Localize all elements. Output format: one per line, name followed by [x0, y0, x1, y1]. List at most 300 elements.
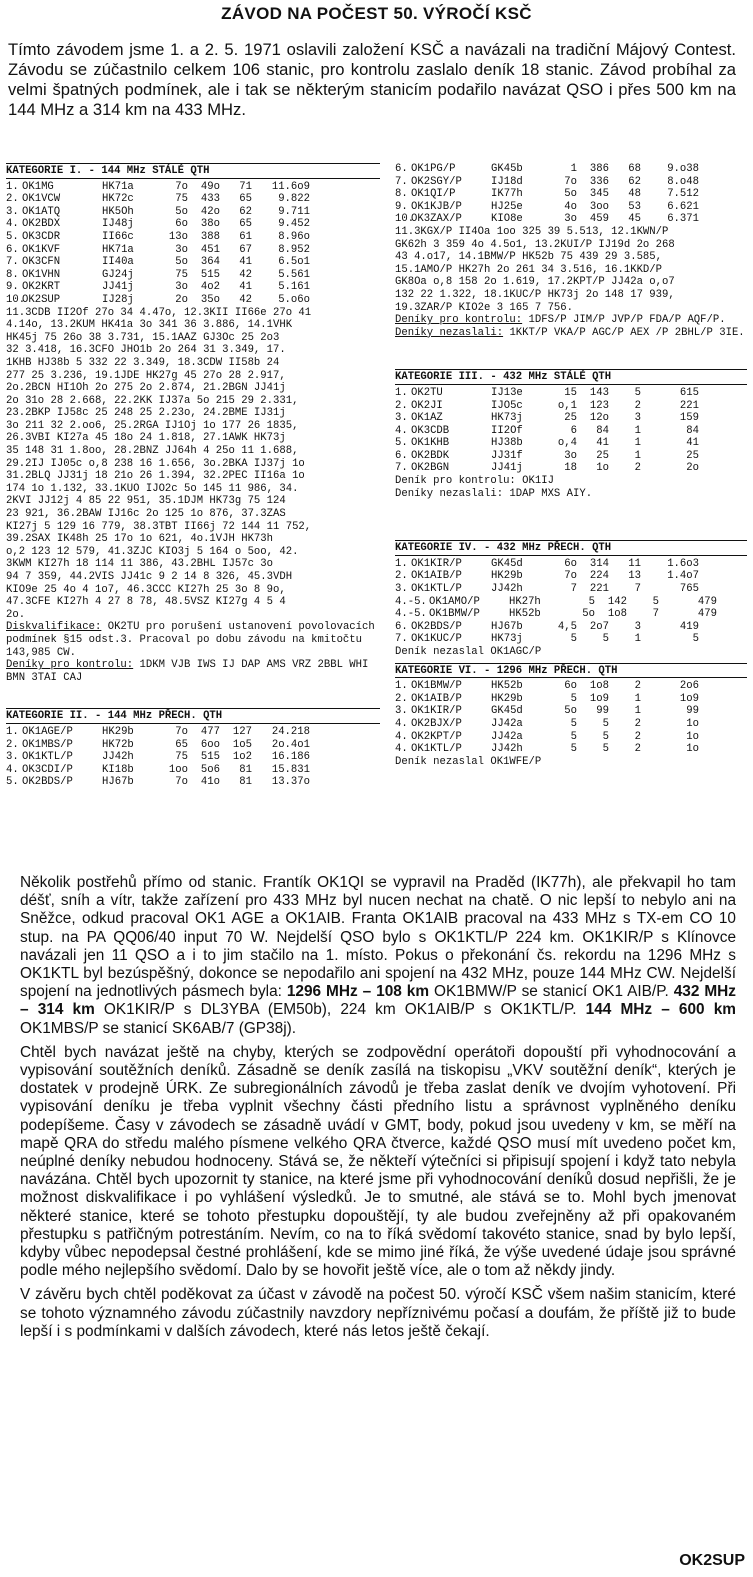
score-cell: 13.37o [271, 776, 310, 789]
rank-cell: 2. [395, 399, 408, 412]
col-a-cell: 5 [570, 730, 577, 743]
qth-cell: HJ38b [491, 437, 523, 450]
score-cell: 8.o48 [667, 175, 699, 188]
col-c-cell: 61 [239, 230, 252, 243]
callsign-cell: OK1VCW [22, 193, 61, 206]
cat1-table [6, 181, 380, 307]
continuation-line: 39.2SAX IK48h 25 17o 1o 621, 4o.1VJH HK73h [6, 533, 274, 546]
table-row [395, 412, 747, 425]
col-b-cell: 42o [200, 205, 220, 218]
rank-cell: 4. [395, 743, 408, 756]
table-row [6, 764, 380, 777]
rank-cell: 4. [6, 763, 19, 776]
cat1-control [6, 659, 380, 684]
col-b-cell: 451 [200, 243, 220, 256]
score-cell: 15.831 [271, 763, 310, 776]
rank-cell: 5. [6, 230, 19, 243]
col-c-cell: 45 [628, 213, 641, 226]
col-a-cell: 5o [582, 608, 595, 621]
qth-cell: HK71a [102, 243, 134, 256]
cat2-table [6, 726, 380, 789]
continuation-line: o,2 123 12 579, 41.3ZJC KIO3j 5 164 o 5oo, 42. [6, 545, 299, 558]
table-row [6, 244, 380, 257]
col-c-cell: 68 [628, 163, 641, 175]
col-c-cell: 42 [239, 293, 252, 306]
callsign-cell: OK1KTL/P [22, 751, 73, 764]
callsign-cell: OK1ATQ [22, 205, 61, 218]
col-a-cell: 75 [175, 268, 188, 281]
col-c-cell: 13 [628, 570, 641, 583]
table-row [395, 731, 747, 744]
col-a-cell: 4,5 [557, 620, 577, 633]
col-b-cell: 386 [589, 163, 609, 175]
col-b-cell: 364 [200, 256, 220, 269]
col-a-cell: 7o [175, 776, 188, 789]
col-c-cell: 42 [239, 268, 252, 281]
score-cell: 6.371 [667, 213, 699, 226]
callsign-cell: OK2BDK [411, 449, 450, 462]
cat3-header: KATEGORIE III. - 432 MHz STÁLÉ QTH [395, 369, 747, 385]
col-c-cell: 1 [634, 437, 641, 450]
col-b-cell: 345 [589, 188, 609, 201]
table-row [6, 256, 380, 269]
continuation-line: 94 7 359, 44.2VIS JJ41c 9 2 14 8 326, 45.3VDH [6, 571, 293, 583]
callsign-cell: OK1AZ [411, 412, 443, 425]
table-row [395, 425, 747, 438]
continuation-line: 31.2BLQ JJ31j 18 21o 26 1.394, 32.2PEC II16a 1o [6, 470, 305, 483]
qth-cell: HJ67b [102, 776, 134, 789]
col-b-cell: 2o7 [589, 620, 609, 633]
disq-label: Diskvalifikace: [6, 621, 102, 634]
col-a-cell: o,1 [557, 399, 577, 412]
score-cell: 765 [679, 583, 699, 596]
col-b-cell: 25 [596, 449, 609, 462]
col-a-cell: 5 [570, 692, 577, 705]
callsign-cell: OK3CDR [22, 230, 61, 243]
continuation-line: 2o.2BCN HI1Oh 2o 275 2o 2.874, 21.2BGN JJ41j [6, 382, 286, 395]
callsign-cell: OK1QI/P [411, 188, 456, 201]
continuation-line: 23.2BKP IJ58c 25 248 25 2.23o, 24.2BME IJ31j [6, 407, 286, 420]
rank-cell: 3. [395, 412, 408, 425]
col-c-cell: 1 [634, 424, 641, 437]
qth-cell: GK45b [491, 163, 523, 175]
qth-cell: JJ42h [491, 583, 523, 596]
qth-cell: IJ18d [491, 175, 523, 188]
qth-cell: JJ42h [491, 743, 523, 756]
col-c-cell: 67 [239, 243, 252, 256]
col-c-cell: 2 [634, 680, 641, 693]
callsign-cell: OK2JI [411, 399, 443, 412]
col-b-cell: 515 [200, 268, 220, 281]
qth-cell: KIO8e [491, 213, 523, 226]
col-a-cell: 5 [588, 595, 595, 608]
table-row [6, 726, 380, 739]
col-b-cell: 459 [589, 213, 609, 226]
continuation-line: 43 4.o17, 14.1BMW/P HK52b 75 439 29 3.585, [395, 251, 663, 264]
col-b-cell: 41 [596, 437, 609, 450]
disq-text: OK2TU pro porušení ustanovení povolovacích podmínek §15 odst.3. Pracoval po dobu závodu na kmitočtu 143,985 CW. [6, 621, 375, 659]
left-column [6, 163, 380, 789]
cat2-nosend-label: Deníky nezaslali: [395, 326, 504, 339]
col-b-cell: 1o9 [589, 692, 609, 705]
col-a-cell: 5o [175, 205, 188, 218]
callsign-cell: OK2BDS/P [411, 620, 462, 633]
col-c-cell: 1 [634, 633, 641, 646]
continuation-line: 4.14o, 13.2KUM HK41a 3o 341 36 3.886, 14.1VHK [6, 319, 293, 332]
continuation-line: 1KHB HJ38b 5 332 22 3.349, 18.3CDW II58b 24 [6, 356, 280, 369]
col-b-cell: 84 [596, 424, 609, 437]
col-c-cell: 5 [652, 595, 659, 608]
score-cell: 8.952 [278, 243, 310, 256]
callsign-cell: OK1AIB/P [411, 570, 462, 583]
score-cell: 9.822 [278, 193, 310, 206]
col-c-cell: 127 [232, 725, 252, 738]
col-c-cell: 1o5 [232, 738, 252, 751]
score-cell: 2o6 [679, 680, 699, 693]
col-b-cell: 35o [200, 293, 220, 306]
callsign-cell: OK2BDX [22, 218, 61, 231]
continuation-line: 23 921, 36.2BAW IJ16c 2o 125 1o 876, 37.3ZAS [6, 508, 286, 521]
qth-cell: HK71a [102, 180, 134, 193]
table-row [395, 680, 747, 693]
col-a-cell: 1oo [168, 763, 188, 776]
cat4-nosend: Deník nezaslal OK1AGC/P [395, 646, 542, 658]
col-b-cell: 5 [602, 633, 609, 646]
rank-cell: 2. [395, 692, 408, 705]
col-b-cell: 3oo [589, 200, 609, 213]
col-a-cell: o,4 [557, 437, 577, 450]
continuation-line: 3KWM KI27h 18 114 11 386, 43.2BHL IJ57c 3o [6, 558, 274, 571]
callsign-cell: OK1PG/P [411, 163, 456, 175]
table-row [6, 269, 380, 282]
control-text: 1DKM VJB IWS IJ DAP AMS VRZ 2BBL WHI BMN 3TAI CAJ [6, 659, 369, 684]
table-row [395, 608, 747, 621]
callsign-cell: OK3ZAX/P [411, 213, 462, 226]
qth-cell: GK45d [491, 705, 523, 718]
cat6-header: KATEGORIE VI. - 1296 MHz PŘECH. QTH [395, 663, 747, 679]
cat2-control-label: Deníky pro kontrolu: [395, 314, 523, 327]
callsign-cell: OK2SGY/P [411, 175, 462, 188]
col-b-cell: 1o8 [607, 608, 627, 621]
continuation-line: 11.3KGX/P II4Oa 1oo 325 39 5.513, 12.1KWN/P [395, 225, 669, 238]
callsign-cell: OK1KTL/P [411, 583, 462, 596]
col-c-cell: 71 [239, 180, 252, 193]
cat2-nosend-text: 1KKT/P VKA/P AGC/P AEX /P 2BHL/P 3IE. [509, 326, 745, 339]
rank-cell: 3. [6, 205, 19, 218]
col-b-cell: 49o [200, 180, 220, 193]
table-row [395, 400, 747, 413]
rank-cell: 7. [395, 175, 408, 188]
col-c-cell: 1o2 [232, 751, 252, 764]
col-c-cell: 62 [239, 205, 252, 218]
page-title: ZÁVOD NA POČEST 50. VÝROČÍ KSČ [221, 4, 532, 23]
qth-cell: KI18b [102, 763, 134, 776]
qth-cell: IJ28j [102, 293, 134, 306]
col-a-cell: 1 [570, 163, 577, 175]
qth-cell: HK72b [102, 738, 134, 751]
cat2-continuation [395, 226, 747, 314]
qth-cell: HK5Oh [102, 205, 134, 218]
cat1-header: KATEGORIE I. - 144 MHz STÁLÉ QTH [6, 163, 380, 179]
p1-text-a: Několik postřehů přímo od stanic. Frantík OK1QI se vypravil na Praděd (IK77h), ale překvapil ho tam déšť, sníh a vítr, takže zařízení pro 433 MHz byl nucen nechat na chatě. O nic lepší to nebylo ani na Sněžce, odkud pracoval OK1 AGE a OK1AIB. Franta OK1AIB pracoval na 433 MHz s TX-em CO 10 stup. na PA QQ06/40 input 70 W. Nejdelší QSO bylo s OK1KTL/P 224 km. OK1KIR/P s Klínovce navázali jen 11 QSO a i to jim stačilo na 1. místo. Pokus o překonání čs. rekordu na 1296 MHz s OK1KTL byl bezúspěšný, dokonce se nepodařilo ani spojení na 432 MHz, pouze 144 MHz CW. Nejdelší spojení na jednotlivých pásmech byla: [20, 874, 736, 1001]
cat1-disqualification [6, 621, 380, 659]
score-cell: 1o [686, 743, 699, 756]
rank-cell: 7. [395, 462, 408, 475]
rank-cell: 3. [395, 705, 408, 718]
p1-text-c: OK1BMW/P se stanicí OK1 AIB/P. [429, 983, 674, 1001]
table-row [395, 693, 747, 706]
qth-cell: II2Of [491, 424, 523, 437]
qth-cell: JJ31f [491, 449, 523, 462]
col-a-cell: 75 [175, 751, 188, 764]
callsign-cell: OK1KVF [22, 243, 61, 256]
table-row [6, 193, 380, 206]
col-b-cell: 142 [607, 595, 627, 608]
score-cell: 1o9 [679, 692, 699, 705]
col-b-cell: 5 [602, 717, 609, 730]
col-a-cell: 15 [564, 386, 577, 399]
rank-cell: 2. [395, 570, 408, 583]
col-c-cell: 2 [634, 717, 641, 730]
col-a-cell: 7o [564, 175, 577, 188]
col-a-cell: 5 [570, 633, 577, 646]
col-b-cell: 336 [589, 175, 609, 188]
score-cell: 9.o38 [667, 163, 699, 175]
rank-cell: 6. [395, 163, 408, 175]
col-c-cell: 2 [634, 743, 641, 756]
cat3-table [395, 387, 747, 475]
rank-cell: 10. [6, 293, 26, 306]
callsign-cell: OK2BDS/P [22, 776, 73, 789]
callsign-cell: OK1AGE/P [22, 725, 73, 738]
rank-cell: 6. [395, 449, 408, 462]
score-cell: 6.621 [667, 200, 699, 213]
col-b-cell: 314 [589, 557, 609, 570]
table-row [395, 583, 747, 596]
col-b-cell: 477 [200, 725, 220, 738]
callsign-cell: OK3CDI/P [22, 763, 73, 776]
col-a-cell: 7 [570, 583, 577, 596]
col-b-cell: 5 [602, 743, 609, 756]
continuation-line: 2KVI JJ12j 4 85 22 951, 35.1DJM HK73g 75 124 [6, 495, 286, 508]
score-cell: 5.161 [278, 281, 310, 294]
col-a-cell: 6o [564, 557, 577, 570]
col-c-cell: 41 [239, 256, 252, 269]
table-row [395, 705, 747, 718]
qth-cell: IJO5c [491, 399, 523, 412]
col-c-cell: 41 [239, 281, 252, 294]
rank-cell: 8. [395, 188, 408, 201]
body-paragraph-1 [20, 874, 736, 1038]
qth-cell: IJ48j [102, 218, 134, 231]
col-c-cell: 48 [628, 188, 641, 201]
col-a-cell: 6o [175, 218, 188, 231]
col-a-cell: 5o [564, 705, 577, 718]
qth-cell: HK52b [491, 680, 523, 693]
score-cell: 9.452 [278, 218, 310, 231]
col-a-cell: 3o [175, 281, 188, 294]
callsign-cell: OK1AIB/P [411, 692, 462, 705]
col-a-cell: 65 [175, 738, 188, 751]
continuation-line: 29.2IJ IJ05c o,8 238 16 1.656, 3o.2BKA IJ37j 1o [6, 457, 305, 470]
qth-cell: HK29b [491, 570, 523, 583]
col-a-cell: 3o [175, 243, 188, 256]
col-c-cell: 1 [634, 692, 641, 705]
qth-cell: JJ41j [491, 462, 523, 475]
score-cell: 1.6o3 [667, 557, 699, 570]
rank-cell: 4. [395, 424, 408, 437]
score-cell: 9.711 [278, 205, 310, 218]
col-c-cell: 2 [634, 462, 641, 475]
score-cell: 99 [686, 705, 699, 718]
cat2-header: KATEGORIE II. - 144 MHz PŘECH. QTH [6, 708, 380, 724]
table-row [395, 188, 747, 201]
qth-cell: II40a [102, 256, 134, 269]
col-a-cell: 3o [564, 449, 577, 462]
col-c-cell: 7 [634, 583, 641, 596]
qth-cell: HK29b [102, 725, 134, 738]
callsign-cell: OK1KTL/P [411, 743, 462, 756]
continuation-line: GK62h 3 359 4o 4.5o1, 13.2KUI/P IJ19d 2o 268 [395, 238, 675, 251]
col-a-cell: 5 [570, 717, 577, 730]
score-cell: 5 [692, 633, 699, 646]
rank-cell: 4.-5. [395, 608, 427, 621]
qth-cell: HJ25e [491, 200, 523, 213]
rank-cell: 2. [6, 738, 19, 751]
continuation-line: 2o 31o 28 2.668, 22.2KK IJ37a 5o 215 29 2.331, [6, 394, 299, 407]
col-b-cell: 143 [589, 386, 609, 399]
table-row [395, 387, 747, 400]
score-cell: 8.96o [278, 230, 310, 243]
col-b-cell: 38o [200, 218, 220, 231]
cat2-control [395, 314, 747, 327]
table-row [6, 739, 380, 752]
callsign-cell: OK2TU [411, 386, 443, 399]
p1-bold-432: 432 MHz – 314 km [20, 983, 736, 1019]
qth-cell: HK29b [491, 692, 523, 705]
col-b-cell: 388 [200, 230, 220, 243]
continuation-line: GK8Oa o,8 158 2o 1.619, 17.2KPT/P JJ42a o,o7 [395, 276, 675, 289]
continuation-line: 15.1AMO/P HK27h 2o 261 34 3.516, 16.1KKD/P [395, 263, 663, 276]
rank-cell: 5. [395, 437, 408, 450]
col-a-cell: 4o [564, 200, 577, 213]
table-row [395, 462, 747, 475]
qth-cell: HK27h [509, 595, 541, 608]
cat3-control: Deník pro kontrolu: OK1IJ [395, 475, 554, 488]
callsign-cell: OK2KPT/P [411, 730, 462, 743]
rank-cell: 1. [395, 386, 408, 399]
p1-text-d: OK1KIR/P s DL3YBA (EM50b), 224 km OK1AIB/P s OK1KTL/P. [94, 1001, 586, 1019]
col-a-cell: 25 [564, 412, 577, 425]
col-c-cell: 1 [634, 705, 641, 718]
control-label: Deníky pro kontrolu: [6, 659, 134, 672]
qth-cell: II66c [102, 230, 134, 243]
score-cell: 5.o6o [278, 293, 310, 306]
col-a-cell: 6o [564, 680, 577, 693]
col-c-cell: 11 [628, 557, 641, 570]
signature: OK2SUP [679, 1552, 745, 1569]
col-c-cell: 3 [634, 412, 641, 425]
rank-cell: 5. [6, 776, 19, 789]
qth-cell: JJ41j [102, 281, 134, 294]
callsign-cell: OK1MBS/P [22, 738, 73, 751]
qth-cell: HK73j [491, 412, 523, 425]
callsign-cell: OK2BJX/P [411, 717, 462, 730]
body-paragraph-3: V závěru bych chtěl poděkovat za účast v závodě na počest 50. výročí KSČ všem našim stanicím, které se tohoto významného závodu zúčastnily navzdory nepříznivému počasí a doufám, že příště již to bude lepší i s podmínkami v dalších závodech, které nás letos ještě čekají. [20, 1286, 736, 1340]
continuation-line: 3o 211 32 2.oo6, 25.2RGA IJ1Oj 1o 177 26 1835, [6, 419, 299, 432]
table-row [6, 231, 380, 244]
callsign-cell: OK2KRT [22, 281, 61, 294]
col-b-cell: 6oo [200, 738, 220, 751]
table-row [6, 181, 380, 194]
rank-cell: 9. [6, 281, 19, 294]
qth-cell: JJ42h [102, 751, 134, 764]
table-row [6, 776, 380, 789]
continuation-line: KIO9e 25 4o 4 1o7, 46.3CCC KI27h 25 3o 8 9o, [6, 583, 286, 596]
cat2-control-text: 1DFS/P JIM/P JVP/P FDA/P AQF/P. [528, 314, 726, 327]
score-cell: 16.186 [271, 751, 310, 764]
callsign-cell: OK1KHB [411, 437, 450, 450]
score-cell: 84 [686, 424, 699, 437]
col-a-cell: 5o [175, 256, 188, 269]
col-a-cell: 3o [564, 213, 577, 226]
rank-cell: 1. [6, 725, 19, 738]
table-row [395, 163, 747, 176]
qth-cell: JJ42a [491, 717, 523, 730]
col-a-cell: 18 [564, 462, 577, 475]
p1-bold-1296: 1296 MHz – 108 km [286, 983, 430, 1001]
cat2-table-continued [395, 163, 747, 226]
table-row [6, 281, 380, 294]
col-a-cell: 5 [570, 743, 577, 756]
qth-cell: HK73j [491, 633, 523, 646]
callsign-cell: OK1KJB/P [411, 200, 462, 213]
continuation-line: 47.3CFE KI27h 4 27 8 78, 48.5VSZ KI27g 4 5 4 [6, 596, 286, 609]
table-row [395, 213, 747, 226]
score-cell: 1o [686, 730, 699, 743]
continuation-line: 132 22 1.322, 18.1KUC/P HK73j 2o 148 17 939, [395, 288, 675, 301]
col-b-cell: 5o6 [200, 763, 220, 776]
score-cell: 11.6o9 [271, 180, 310, 193]
score-cell: 1o [686, 717, 699, 730]
table-row [395, 743, 747, 756]
col-b-cell: 433 [200, 193, 220, 206]
qth-cell: GK45d [491, 557, 523, 570]
rank-cell: 8. [6, 268, 19, 281]
table-row [395, 450, 747, 463]
rank-cell: 4. [395, 730, 408, 743]
rank-cell: 7. [395, 633, 408, 646]
body-paragraph-2: Chtěl bych navázat ještě na chyby, kterých se zodpovědní operátoři dopouští při vyhodnocování a vypisování soutěžních deníků. Zásadně se deník zasílá na tiskopisu „VKV soutěžní deník“, kterých je dostatek v prodejně ÚRK. Ze subregionálních závodů je třeba zaslat deník ve dvojím vyhotovení. Při vypisování deníku je třeba vyplnit všechny části předního listu a správnost vyplněného deníku podepíšeme. Časy v závodech se zásadně uvádí v GMT, body, pokud jsou uvedeny v km, se měří na mapě QRA do středu malého písmene velkého QRA čtverce, každé QSO musí mít uvedeno počet km, neúplné deníky nebudou hodnoceny. Stává se, že někteří výtečníci si připisují spojení i když tato nebyla navázána. Chtěl bych upozornit ty stanice, na které jsme při vyhodnocování deníků dosud nepřišli, že je možnost diskvalifikace i po vyhlášení výsledků. Je to smutné, ale stává se to. Mohl bych jmenovat některé stanice, které se tohoto přestupku dopouštějí, ty ale budou zveřejněny až při opakovaném přestupku s patřičným potrestáním. Nevím, co na to říká svědomí takovéto stanice, snad by bylo lepší, kdyby vůbec nepodepsal čestné prohlášení, kde se mimo jiné říká, že výše uvedené údaje jsou správné podle mého nejlepšího svědomí. Dalo by se hovořit ještě více, ale o tom až někdy jindy. [20, 1043, 736, 1280]
col-c-cell: 7 [652, 608, 659, 621]
score-cell: 25 [686, 449, 699, 462]
continuation-line: 277 25 3.236, 19.1JDE HK27g 45 27o 28 2.917, [6, 369, 286, 382]
continuation-line: 35 148 31 1.8oo, 28.2BNZ JJ64h 4 25o 11 1.688, [6, 445, 299, 458]
col-c-cell: 65 [239, 193, 252, 206]
col-c-cell: 62 [628, 175, 641, 188]
rank-cell: 3. [6, 751, 19, 764]
cat4-table [395, 558, 747, 646]
col-c-cell: 1 [634, 449, 641, 462]
col-b-cell: 99 [596, 705, 609, 718]
callsign-cell: OK2BGN [411, 462, 450, 475]
rank-cell: 2. [6, 193, 19, 206]
table-row [395, 201, 747, 214]
col-a-cell: 7o [175, 180, 188, 193]
continuation-line: 11.3CDB II2Of 27o 34 4.47o, 12.3KII II66e 27o 41 [6, 306, 312, 319]
score-cell: 2o [686, 462, 699, 475]
col-b-cell: 515 [200, 751, 220, 764]
